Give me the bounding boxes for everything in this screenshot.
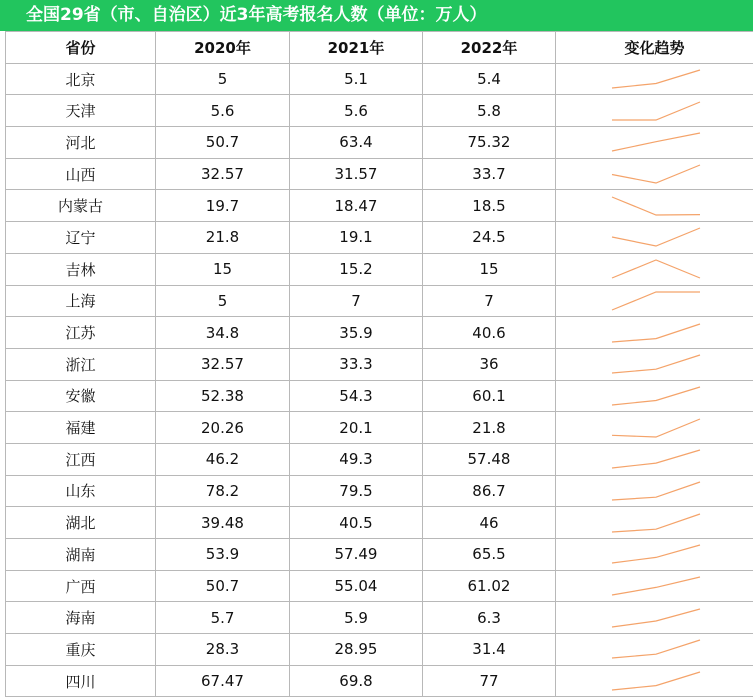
province-cell: 上海: [6, 285, 156, 317]
province-cell: 福建: [6, 412, 156, 444]
trend-sparkline: [556, 254, 753, 284]
value-2022-cell: 46: [423, 507, 556, 539]
trend-sparkline-cell: [556, 602, 753, 634]
trend-sparkline-cell: [556, 412, 753, 444]
province-cell: 浙江: [6, 348, 156, 380]
value-2022-cell: 18.5: [423, 190, 556, 222]
sparkline-line: [612, 609, 700, 627]
trend-sparkline-cell: [556, 634, 753, 666]
sparkline-line: [612, 514, 700, 532]
table-row: [6, 158, 753, 190]
trend-sparkline-cell: [556, 348, 753, 380]
value-2022-cell: 75.32: [423, 127, 556, 159]
trend-sparkline-cell: [556, 285, 753, 317]
trend-sparkline-cell: [556, 127, 753, 159]
value-2020-cell: 32.57: [156, 158, 290, 190]
sparkline-line: [612, 355, 700, 373]
col-header-province: 省份: [6, 32, 156, 64]
province-cell: 吉林: [6, 253, 156, 285]
sparkline-line: [612, 260, 700, 278]
value-2022-cell: 57.48: [423, 443, 556, 475]
trend-sparkline: [556, 571, 753, 601]
province-cell: 重庆: [6, 634, 156, 666]
value-2020-cell: 5: [156, 285, 290, 317]
sparkline-line: [612, 165, 700, 183]
table-row: [6, 412, 753, 444]
value-2020-cell: 39.48: [156, 507, 290, 539]
trend-sparkline: [556, 286, 753, 316]
value-2020-cell: 5.6: [156, 95, 290, 127]
value-2020-cell: 78.2: [156, 475, 290, 507]
province-cell: 四川: [6, 665, 156, 697]
sparkline-line: [612, 197, 700, 215]
value-2022-cell: 5.4: [423, 63, 556, 95]
value-2021-cell: 55.04: [290, 570, 423, 602]
value-2020-cell: 15: [156, 253, 290, 285]
table-title: 全国29省（市、自治区）近3年高考报名人数（单位：万人）: [0, 0, 753, 31]
province-cell: 海南: [6, 602, 156, 634]
value-2022-cell: 24.5: [423, 222, 556, 254]
value-2022-cell: 33.7: [423, 158, 556, 190]
table-row: [6, 63, 753, 95]
trend-sparkline: [556, 222, 753, 252]
value-2021-cell: 49.3: [290, 443, 423, 475]
province-cell: 江苏: [6, 317, 156, 349]
trend-sparkline: [556, 413, 753, 443]
value-2021-cell: 5.6: [290, 95, 423, 127]
value-2021-cell: 15.2: [290, 253, 423, 285]
trend-sparkline: [556, 444, 753, 474]
col-header-trend: 变化趋势: [556, 32, 753, 64]
value-2020-cell: 5.7: [156, 602, 290, 634]
value-2020-cell: 50.7: [156, 570, 290, 602]
value-2022-cell: 6.3: [423, 602, 556, 634]
sparkline-line: [612, 387, 700, 405]
value-2022-cell: 15: [423, 253, 556, 285]
value-2020-cell: 20.26: [156, 412, 290, 444]
value-2021-cell: 18.47: [290, 190, 423, 222]
sparkline-line: [612, 672, 700, 690]
table-row: [6, 475, 753, 507]
trend-sparkline-cell: [556, 443, 753, 475]
value-2021-cell: 7: [290, 285, 423, 317]
table-row: [6, 222, 753, 254]
value-2022-cell: 36: [423, 348, 556, 380]
table-row: [6, 253, 753, 285]
value-2021-cell: 63.4: [290, 127, 423, 159]
trend-sparkline-cell: [556, 317, 753, 349]
trend-sparkline: [556, 127, 753, 157]
trend-sparkline-cell: [556, 253, 753, 285]
header-row: [6, 32, 753, 64]
table-row: [6, 380, 753, 412]
value-2020-cell: 46.2: [156, 443, 290, 475]
value-2020-cell: 19.7: [156, 190, 290, 222]
table-body: [6, 63, 753, 697]
table-row: [6, 95, 753, 127]
trend-sparkline-cell: [556, 222, 753, 254]
value-2021-cell: 79.5: [290, 475, 423, 507]
value-2020-cell: 21.8: [156, 222, 290, 254]
table-row: [6, 507, 753, 539]
trend-sparkline-cell: [556, 570, 753, 602]
table-row: [6, 570, 753, 602]
value-2022-cell: 77: [423, 665, 556, 697]
province-cell: 内蒙古: [6, 190, 156, 222]
province-cell: 湖南: [6, 539, 156, 571]
trend-sparkline: [556, 159, 753, 189]
table-row: [6, 665, 753, 697]
trend-sparkline: [556, 508, 753, 538]
sparkline-line: [612, 292, 700, 310]
sparkline-line: [612, 324, 700, 342]
value-2021-cell: 5.9: [290, 602, 423, 634]
value-2020-cell: 50.7: [156, 127, 290, 159]
value-2021-cell: 35.9: [290, 317, 423, 349]
value-2020-cell: 28.3: [156, 634, 290, 666]
value-2021-cell: 5.1: [290, 63, 423, 95]
sparkline-line: [612, 102, 700, 120]
value-2021-cell: 54.3: [290, 380, 423, 412]
table-row: [6, 443, 753, 475]
value-2020-cell: 34.8: [156, 317, 290, 349]
province-cell: 湖北: [6, 507, 156, 539]
province-cell: 安徽: [6, 380, 156, 412]
sparkline-line: [612, 450, 700, 468]
value-2020-cell: 67.47: [156, 665, 290, 697]
value-2020-cell: 5: [156, 63, 290, 95]
sparkline-line: [612, 640, 700, 658]
table-row: [6, 348, 753, 380]
trend-sparkline: [556, 539, 753, 569]
province-cell: 江西: [6, 443, 156, 475]
trend-sparkline-cell: [556, 380, 753, 412]
trend-sparkline: [556, 476, 753, 506]
table-row: [6, 285, 753, 317]
value-2022-cell: 65.5: [423, 539, 556, 571]
table-row: [6, 539, 753, 571]
value-2022-cell: 7: [423, 285, 556, 317]
province-cell: 辽宁: [6, 222, 156, 254]
trend-sparkline: [556, 349, 753, 379]
province-cell: 山西: [6, 158, 156, 190]
province-cell: 天津: [6, 95, 156, 127]
trend-sparkline-cell: [556, 190, 753, 222]
value-2022-cell: 40.6: [423, 317, 556, 349]
value-2021-cell: 19.1: [290, 222, 423, 254]
col-header-2022: 2022年: [423, 32, 556, 64]
value-2021-cell: 31.57: [290, 158, 423, 190]
sparkline-line: [612, 577, 700, 595]
trend-sparkline: [556, 191, 753, 221]
trend-sparkline: [556, 666, 753, 696]
trend-sparkline-cell: [556, 475, 753, 507]
value-2022-cell: 5.8: [423, 95, 556, 127]
value-2022-cell: 86.7: [423, 475, 556, 507]
value-2022-cell: 60.1: [423, 380, 556, 412]
sparkline-line: [612, 70, 700, 88]
trend-sparkline: [556, 603, 753, 633]
trend-sparkline-cell: [556, 539, 753, 571]
trend-sparkline: [556, 318, 753, 348]
trend-sparkline: [556, 96, 753, 126]
value-2021-cell: 57.49: [290, 539, 423, 571]
trend-sparkline-cell: [556, 95, 753, 127]
table-row: [6, 127, 753, 159]
province-cell: 山东: [6, 475, 156, 507]
table-row: [6, 190, 753, 222]
trend-sparkline-cell: [556, 158, 753, 190]
value-2021-cell: 40.5: [290, 507, 423, 539]
table-row: [6, 602, 753, 634]
value-2021-cell: 20.1: [290, 412, 423, 444]
trend-sparkline: [556, 634, 753, 664]
value-2020-cell: 53.9: [156, 539, 290, 571]
table-row: [6, 317, 753, 349]
value-2021-cell: 28.95: [290, 634, 423, 666]
value-2020-cell: 52.38: [156, 380, 290, 412]
value-2022-cell: 21.8: [423, 412, 556, 444]
value-2021-cell: 33.3: [290, 348, 423, 380]
col-header-2020: 2020年: [156, 32, 290, 64]
sparkline-line: [612, 228, 700, 246]
province-cell: 广西: [6, 570, 156, 602]
value-2022-cell: 31.4: [423, 634, 556, 666]
sparkline-line: [612, 545, 700, 563]
trend-sparkline: [556, 381, 753, 411]
sparkline-line: [612, 133, 700, 151]
value-2020-cell: 32.57: [156, 348, 290, 380]
table-row: [6, 634, 753, 666]
trend-sparkline-cell: [556, 665, 753, 697]
value-2021-cell: 69.8: [290, 665, 423, 697]
province-cell: 河北: [6, 127, 156, 159]
enrollment-table: [5, 31, 753, 697]
trend-sparkline-cell: [556, 507, 753, 539]
trend-sparkline-cell: [556, 63, 753, 95]
value-2022-cell: 61.02: [423, 570, 556, 602]
province-cell: 北京: [6, 63, 156, 95]
trend-sparkline: [556, 64, 753, 94]
col-header-2021: 2021年: [290, 32, 423, 64]
sparkline-line: [612, 482, 700, 500]
sparkline-line: [612, 419, 700, 437]
